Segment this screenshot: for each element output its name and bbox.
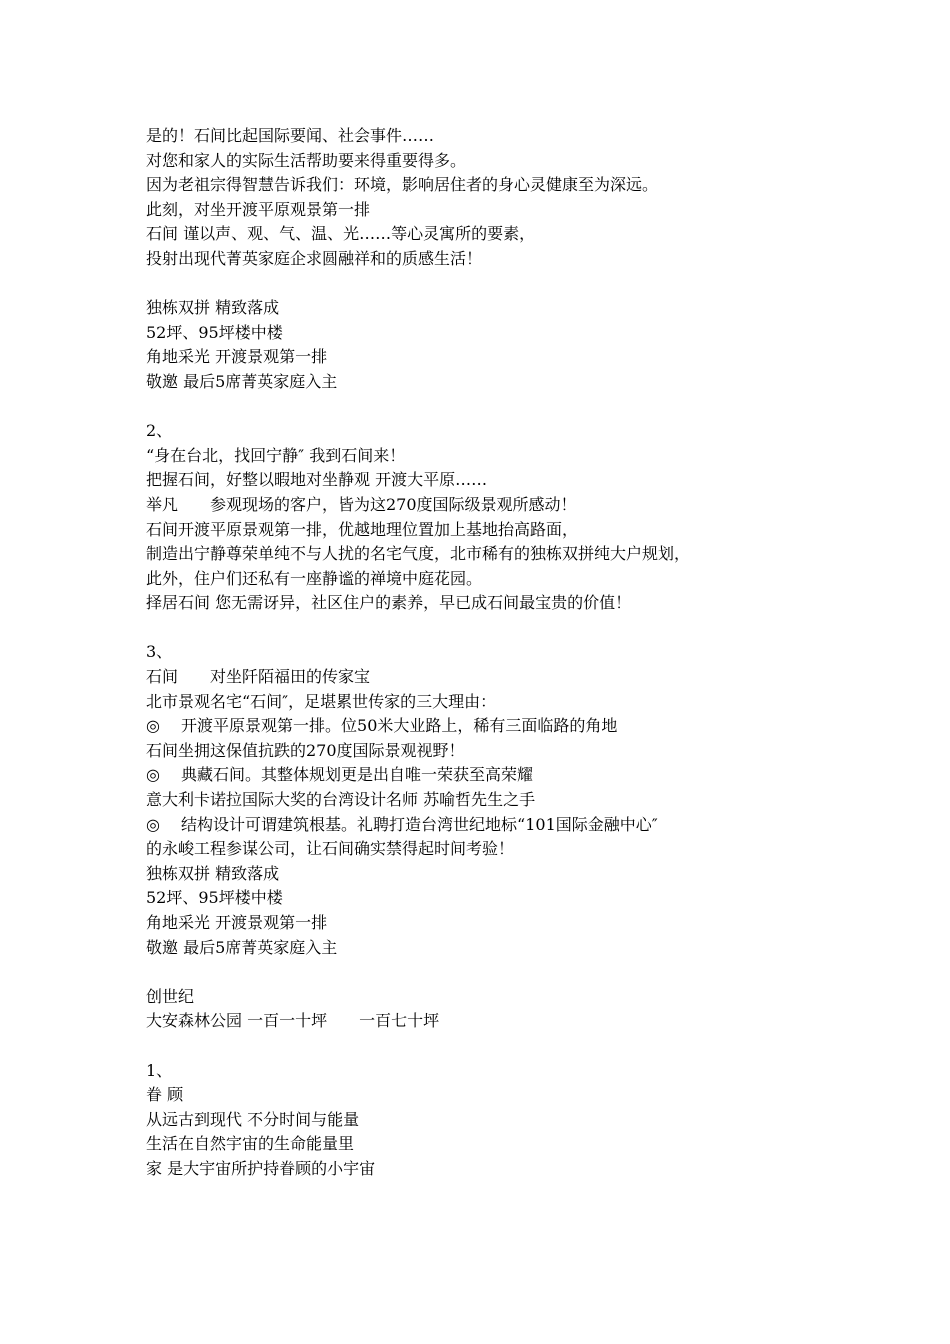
- text-line: ◎ 开渡平原景观第一排。位50米大业路上，稀有三面临路的角地: [146, 716, 618, 736]
- text-line: 石间坐拥这保值抗跌的270度国际景观视野！: [146, 740, 465, 760]
- text-line: 52坪、95坪楼中楼: [146, 322, 283, 342]
- text-line: 生活在自然宇宙的生命能量里: [146, 1134, 355, 1154]
- text-line: 投射出现代菁英家庭企求圆融祥和的质感生活！: [146, 248, 483, 268]
- text-line: 敬邀 最后5席菁英家庭入主: [146, 371, 338, 391]
- text-line: 制造出宁静尊荣单纯不与人扰的名宅气度，北市稀有的独栋双拼纯大户规划，: [146, 544, 691, 564]
- text-line: 因为老祖宗得智慧告诉我们：环境，影响居住者的身心灵健康至为深远。: [146, 175, 659, 195]
- text-line: 此外，住户们还私有一座静谧的禅境中庭花园。: [146, 568, 483, 588]
- text-line: “身在台北，找回宁静″ 我到石间来！: [146, 445, 406, 465]
- blank-line: [146, 272, 906, 297]
- blank-line: [146, 1034, 906, 1059]
- text-line: 大安森林公园 一百一十坪 一百七十坪: [146, 1011, 440, 1031]
- section-number: 2、: [146, 421, 173, 441]
- text-line: 52坪、95坪楼中楼: [146, 888, 283, 908]
- text-line: ◎ 典藏石间。其整体规划更是出自唯一荣获至高荣耀: [146, 765, 534, 785]
- blank-line: [146, 960, 906, 985]
- text-line: 对您和家人的实际生活帮助要来得重要得多。: [146, 150, 467, 170]
- text-line: 敬邀 最后5席菁英家庭入主: [146, 937, 338, 957]
- text-line: 角地采光 开渡景观第一排: [146, 913, 328, 932]
- text-line: 石间 对坐阡陌福田的传家宝: [146, 667, 371, 687]
- text-line: 把握石间，好整以暇地对坐静观 开渡大平原……: [146, 470, 488, 490]
- text-line: 家 是大宇宙所护持眷顾的小宇宙: [146, 1158, 376, 1178]
- text-line: 举凡 参观现场的客户，皆为这270度国际级景观所感动！: [146, 494, 577, 514]
- text-line: 从远古到现代 不分时间与能量: [146, 1109, 360, 1129]
- text-line: 角地采光 开渡景观第一排: [146, 347, 328, 367]
- text-line: 意大利卡诺拉国际大奖的台湾设计名师 苏喻哲先生之手: [146, 790, 536, 810]
- blank-line: [146, 395, 906, 420]
- text-line: 眷 顾: [146, 1085, 184, 1105]
- text-line: 是的！石间比起国际要闻、社会事件……: [146, 126, 435, 145]
- text-line: 独栋双拼 精致落成: [146, 863, 280, 883]
- text-line: 的永峻工程参谋公司，让石间确实禁得起时间考验！: [146, 839, 515, 859]
- document-body: [146, 124, 906, 1182]
- text-line: 择居石间 您无需讶异，社区住户的素养，早已成石间最宝贵的价值！: [146, 593, 632, 613]
- text-line: 独栋双拼 精致落成: [146, 298, 280, 318]
- section-number: 1、: [146, 1060, 173, 1080]
- text-line: 此刻，对坐开渡平原观景第一排: [146, 199, 371, 219]
- text-line: 石间开渡平原景观第一排，优越地理位置加上基地抬高路面，: [146, 519, 579, 539]
- blank-line: [146, 616, 906, 641]
- text-line: ◎ 结构设计可谓建筑根基。礼聘打造台湾世纪地标“101国际金融中心″: [146, 814, 658, 834]
- section-title: 创世纪: [146, 986, 195, 1006]
- text-line: 北市景观名宅“石间″，足堪累世传家的三大理由：: [146, 691, 497, 711]
- section-number: 3、: [146, 642, 173, 662]
- text-line: 石间 谨以声、观、气、温、光……等心灵寓所的要素，: [146, 224, 536, 244]
